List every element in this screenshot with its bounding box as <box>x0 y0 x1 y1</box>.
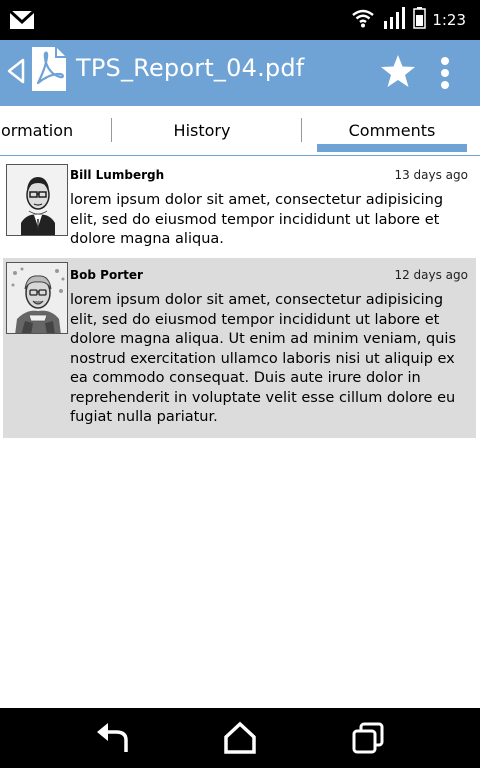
star-icon[interactable] <box>380 54 416 92</box>
navigation-bar <box>0 708 480 768</box>
mail-icon <box>9 10 35 34</box>
nav-recent-icon[interactable] <box>352 722 384 758</box>
tab-label: ormation <box>1 120 74 140</box>
comment-item[interactable] <box>3 160 476 252</box>
tab-label: Comments <box>348 120 436 140</box>
comment-author: Bill Lumbergh <box>70 168 165 182</box>
active-tab-indicator <box>317 144 467 152</box>
document-title: TPS_Report_04.pdf <box>76 54 305 82</box>
comment-item[interactable] <box>3 258 476 438</box>
wifi-icon <box>351 8 375 32</box>
pdf-file-icon <box>30 45 68 97</box>
battery-icon <box>413 7 426 33</box>
signal-icon <box>383 7 405 33</box>
comment-time: 12 days ago <box>394 268 468 282</box>
tab-history[interactable] <box>112 106 292 154</box>
comment-author: Bob Porter <box>70 268 143 282</box>
tabs-divider <box>0 155 480 156</box>
more-vert-icon[interactable] <box>438 56 452 94</box>
tab-information[interactable] <box>0 106 90 154</box>
comment-text: lorem ipsum dolor sit amet, consectetur adipisicing elit, sed do eiusmod tempor incididunt ut labore et dolore magna aliqua. Ut enim ad minim veniam, quis nostrud exercitation ullamco laboris nisi ut aliquip ex ea commodo consequat. Duis aute irure dolor in reprehenderit in voluptate velit esse cillum dolore eu fugiat nulla pariatur. <box>70 292 456 425</box>
avatar <box>6 262 68 334</box>
status-icons <box>351 8 466 32</box>
app-bar <box>0 40 480 106</box>
status-bar <box>0 0 480 40</box>
nav-back-icon[interactable] <box>96 722 130 758</box>
comment-text: lorem ipsum dolor sit amet, consectetur adipisicing elit, sed do eiusmod tempor incididunt ut labore et dolore magna aliqua. <box>70 192 444 247</box>
nav-home-icon[interactable] <box>223 721 257 759</box>
tab-label: History <box>173 120 231 140</box>
avatar <box>6 164 68 236</box>
back-icon[interactable] <box>6 58 26 88</box>
status-time: 1:23 <box>432 11 466 29</box>
comment-time: 13 days ago <box>394 168 468 182</box>
